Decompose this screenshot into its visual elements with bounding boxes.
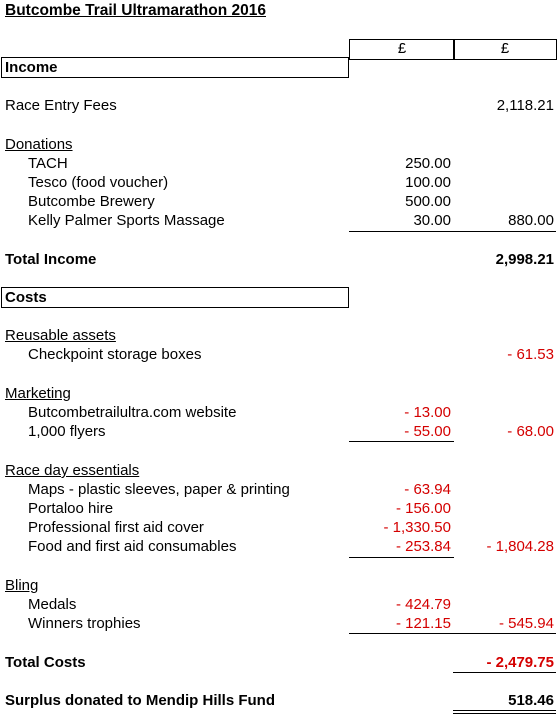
currency-header-col1: £ xyxy=(349,39,455,60)
total-rule xyxy=(453,672,556,673)
reusable-total: - 61.53 xyxy=(507,346,554,363)
raceday-item-amount: - 63.94 xyxy=(404,481,451,498)
bling-item-amount: - 424.79 xyxy=(395,596,451,613)
donation-amount: 100.00 xyxy=(405,174,451,191)
marketing-item-amount: - 13.00 xyxy=(404,404,451,421)
income-heading: Income xyxy=(5,59,58,76)
marketing-heading: Marketing xyxy=(5,385,71,402)
bling-heading: Bling xyxy=(5,577,39,594)
bling-item-amount: - 121.15 xyxy=(395,615,451,632)
raceday-item-amount: - 1,330.50 xyxy=(383,519,451,536)
raceday-item-label: Food and first aid consumables xyxy=(28,538,237,555)
donation-label: Kelly Palmer Sports Massage xyxy=(28,212,225,229)
subtotal-rule xyxy=(349,633,454,634)
subtotal-rule xyxy=(349,557,454,558)
donation-amount: 30.00 xyxy=(413,212,451,229)
subtotal-rule xyxy=(349,231,454,232)
race-entry-total: 2,118.21 xyxy=(496,97,554,114)
donation-amount: 500.00 xyxy=(405,193,451,210)
reusable-heading: Reusable assets xyxy=(5,327,116,344)
surplus-label: Surplus donated to Mendip Hills Fund xyxy=(5,692,275,709)
total-costs-value: - 2,479.75 xyxy=(486,654,554,671)
costs-heading: Costs xyxy=(5,289,47,306)
raceday-item-amount: - 156.00 xyxy=(395,500,451,517)
raceday-item-label: Maps - plastic sleeves, paper & printing xyxy=(28,481,290,498)
raceday-item-label: Professional first aid cover xyxy=(28,519,204,536)
total-income-value: 2,998.21 xyxy=(495,251,554,268)
marketing-total: - 68.00 xyxy=(507,423,554,440)
raceday-total: - 1,804.28 xyxy=(486,538,554,555)
donation-label: Tesco (food voucher) xyxy=(28,174,169,191)
subtotal-rule xyxy=(349,441,454,442)
surplus-value: 518.46 xyxy=(508,692,554,709)
bling-item-label: Winners trophies xyxy=(28,615,141,632)
donation-label: TACH xyxy=(28,155,68,172)
donations-heading: Donations xyxy=(5,136,73,153)
raceday-heading: Race day essentials xyxy=(5,462,140,479)
double-rule-top xyxy=(453,710,556,711)
race-entry-label: Race Entry Fees xyxy=(5,97,117,114)
donation-amount: 250.00 xyxy=(405,155,451,172)
total-costs-label: Total Costs xyxy=(5,654,86,671)
page-title: Butcombe Trail Ultramarathon 2016 xyxy=(5,2,266,19)
raceday-item-amount: - 253.84 xyxy=(395,538,451,555)
marketing-item-label: 1,000 flyers xyxy=(28,423,106,440)
currency-header-col2: £ xyxy=(453,39,557,60)
raceday-item-label: Portaloo hire xyxy=(28,500,114,517)
bling-item-label: Medals xyxy=(28,596,77,613)
total-income-label: Total Income xyxy=(5,251,97,268)
marketing-item-label: Butcombetrailultra.com website xyxy=(28,404,237,421)
donation-label: Butcombe Brewery xyxy=(28,193,155,210)
subtotal-rule xyxy=(453,633,556,634)
bling-total: - 545.94 xyxy=(498,615,554,632)
subtotal-rule xyxy=(453,231,556,232)
marketing-item-amount: - 55.00 xyxy=(404,423,451,440)
costs-section-box xyxy=(1,287,349,308)
reusable-item-label: Checkpoint storage boxes xyxy=(28,346,202,363)
donations-total: 880.00 xyxy=(508,212,554,229)
